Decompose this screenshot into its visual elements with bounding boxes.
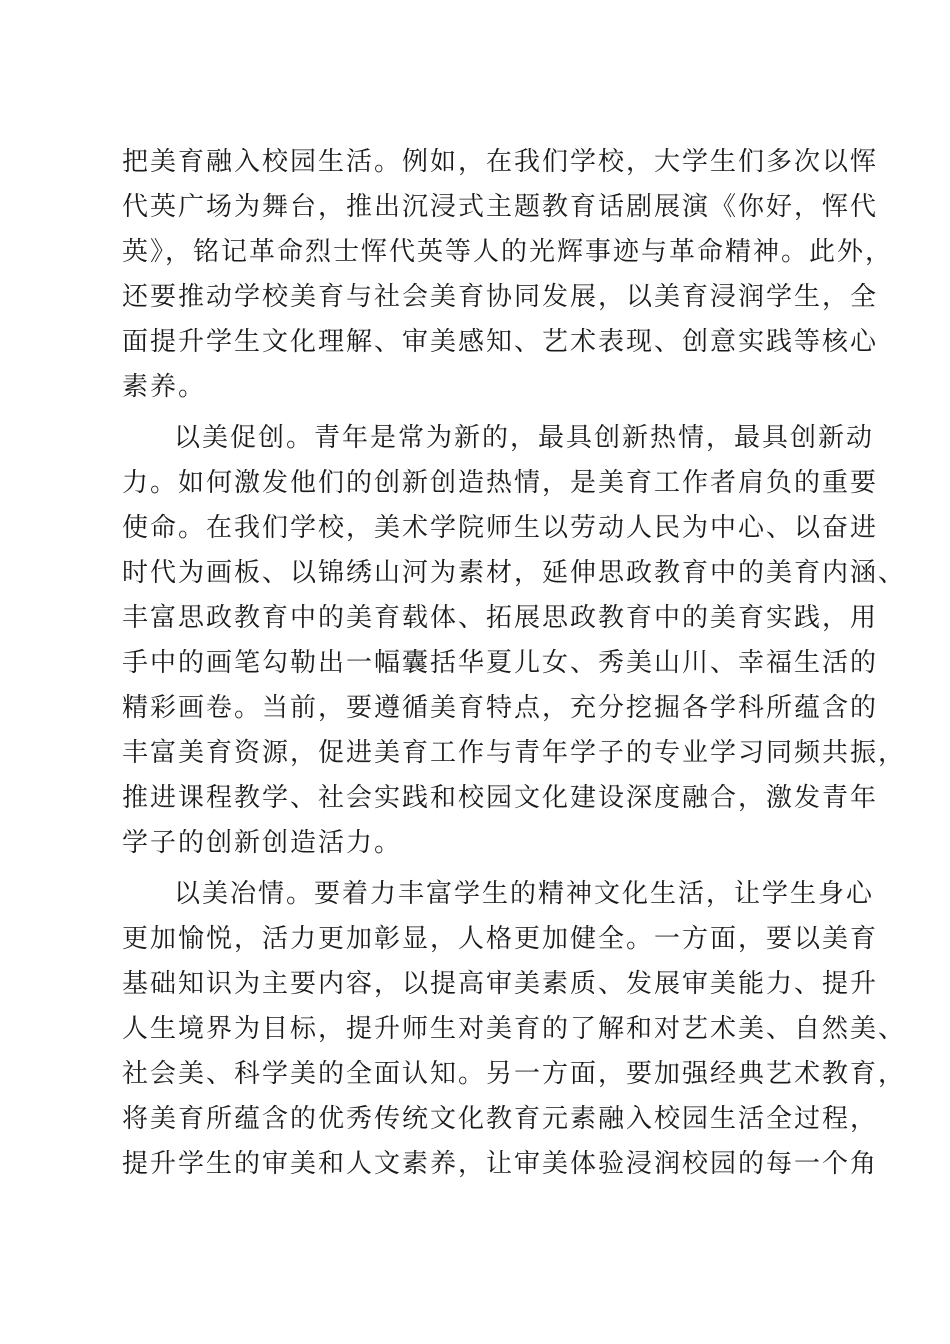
text-line: 以美促创。青年是常为新的，最具创新热情，最具创新动 [174, 423, 875, 453]
text-line: 素养。 [122, 372, 207, 402]
paragraph [122, 416, 907, 866]
text-line: 力。如何激发他们的创新创造热情，是美育工作者肩负的重要 [122, 468, 879, 498]
text-line: 把美育融入校园生活。例如，在我们学校，大学生们多次以恽 [122, 147, 879, 177]
text-line: 基础知识为主要内容，以提高审美素质、发展审美能力、提升 [122, 969, 879, 999]
text-line: 以美冶情。要着力丰富学生的精神文化生活，让学生身心 [174, 879, 875, 909]
text-line: 英》，铭记革命烈士恽代英等人的光辉事迹与革命精神。此外， [122, 237, 894, 267]
text-line: 推进课程教学、社会实践和校园文化建设深度融合，激发青年 [122, 783, 879, 813]
text-line: 丰富思政教育中的美育载体、拓展思政教育中的美育实践，用 [122, 603, 879, 633]
text-line: 使命。在我们学校，美术学院师生以劳动人民为中心、以奋进 [122, 513, 879, 543]
text-line: 社会美、科学美的全面认知。另一方面，要加强经典艺术教育， [122, 1059, 907, 1089]
text-line: 还要推动学校美育与社会美育协同发展，以美育浸润学生，全 [122, 282, 879, 312]
text-line: 精彩画卷。当前，要遵循美育特点，充分挖掘各学科所蕴含的 [122, 693, 879, 723]
text-line: 更加愉悦，活力更加彰显，人格更加健全。一方面，要以美育 [122, 924, 879, 954]
text-line: 提升学生的审美和人文素养，让审美体验浸润校园的每一个角 [122, 1149, 879, 1179]
text-line: 手中的画笔勾勒出一幅囊括华夏儿女、秀美山川、幸福生活的 [122, 648, 879, 678]
text-line: 时代为画板、以锦绣山河为素材，延伸思政教育中的美育内涵、 [122, 558, 907, 588]
text-line: 将美育所蕴含的优秀传统文化教育元素融入校园生活全过程， [122, 1104, 879, 1134]
body-text [122, 140, 907, 1187]
text-line: 丰富美育资源，促进美育工作与青年学子的专业学习同频共振， [122, 738, 907, 768]
text-line: 学子的创新创造活力。 [122, 828, 403, 858]
paragraph [122, 872, 907, 1187]
text-line: 面提升学生文化理解、审美感知、艺术表现、创意实践等核心 [122, 327, 879, 357]
text-line: 人生境界为目标，提升师生对美育的了解和对艺术美、自然美、 [122, 1014, 907, 1044]
text-line: 代英广场为舞台，推出沉浸式主题教育话剧展演《你好，恽代 [122, 192, 879, 222]
paragraph [122, 140, 894, 410]
